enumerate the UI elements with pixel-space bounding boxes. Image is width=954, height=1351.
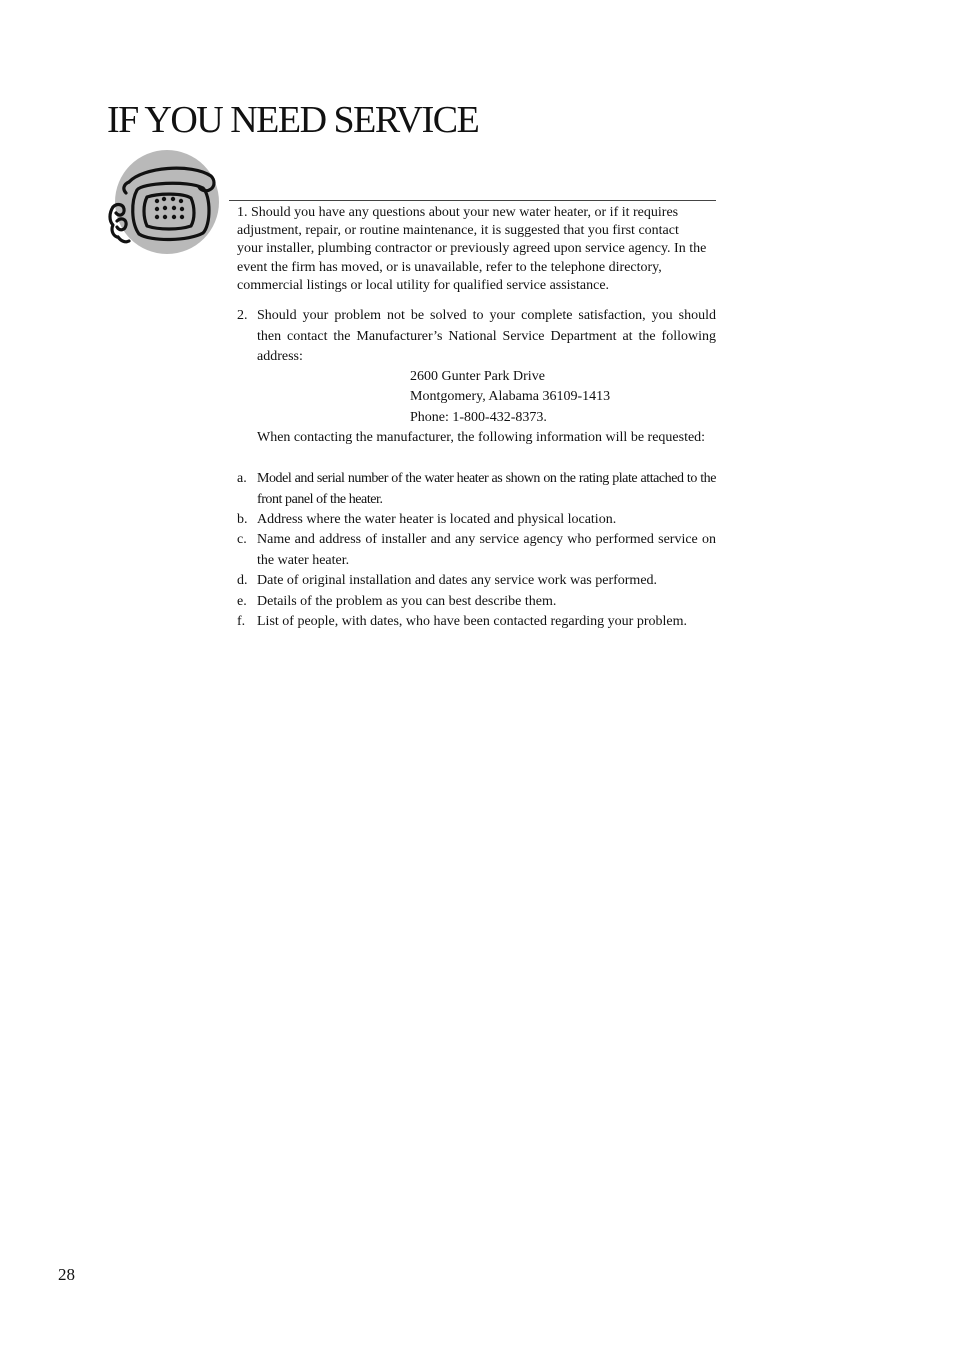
list-marker: c. bbox=[237, 532, 247, 547]
address-phone: Phone: 1-800-432-8373. bbox=[410, 410, 547, 425]
address-street: 2600 Gunter Park Drive bbox=[410, 369, 545, 384]
list-item bbox=[237, 469, 716, 510]
list-item-text: Date of original installation and dates any service work was performed. bbox=[257, 573, 658, 588]
list-item-text: Model and serial number of the water heater as shown on the rating plate attached to the front panel of the heater. bbox=[257, 471, 716, 507]
list-item-text: Details of the problem as you can best describe them. bbox=[257, 594, 557, 609]
list-marker: f. bbox=[237, 614, 246, 629]
list-marker: d. bbox=[237, 573, 248, 588]
telephone-icon bbox=[107, 149, 223, 257]
list-item-text: List of people, with dates, who have been contacted regarding your problem. bbox=[257, 614, 687, 629]
list-marker: a. bbox=[237, 471, 247, 486]
page-title: IF YOU NEED SERVICE bbox=[107, 99, 479, 141]
address-city: Montgomery, Alabama 36109-1413 bbox=[410, 389, 611, 404]
request-intro: When contacting the manufacturer, the following information will be requested: bbox=[257, 430, 706, 445]
list-marker: e. bbox=[237, 594, 247, 609]
list-item-text: Address where the water heater is located and physical location. bbox=[257, 512, 617, 527]
page-number: 28 bbox=[58, 1265, 75, 1284]
list-item-2 bbox=[237, 306, 716, 368]
list-item-text: Should your problem not be solved to your complete satisfaction, you should then contact the Manufacturer’s National Service Department at the following address: bbox=[257, 308, 716, 364]
list-item-text: Name and address of installer and any service agency who performed service on the water heater. bbox=[257, 532, 716, 568]
section-divider bbox=[229, 200, 716, 201]
list-item bbox=[237, 612, 716, 633]
list-item bbox=[237, 530, 716, 571]
list-marker: 2. bbox=[237, 308, 248, 323]
list-item bbox=[237, 571, 716, 592]
list-marker: b. bbox=[237, 512, 248, 527]
list-item bbox=[237, 510, 716, 531]
paragraph-1: 1. Should you have any questions about your new water heater, or if it requires adjustment, repair, or routine maintenance, it is suggested that you first contact your installer, plumbing contractor or previously agreed upon service agency. In the event the firm has moved, or is unavailable, refer to the telephone directory, commercial listings or local utility for qualified service assistance. bbox=[237, 205, 707, 293]
list-item bbox=[237, 592, 716, 613]
